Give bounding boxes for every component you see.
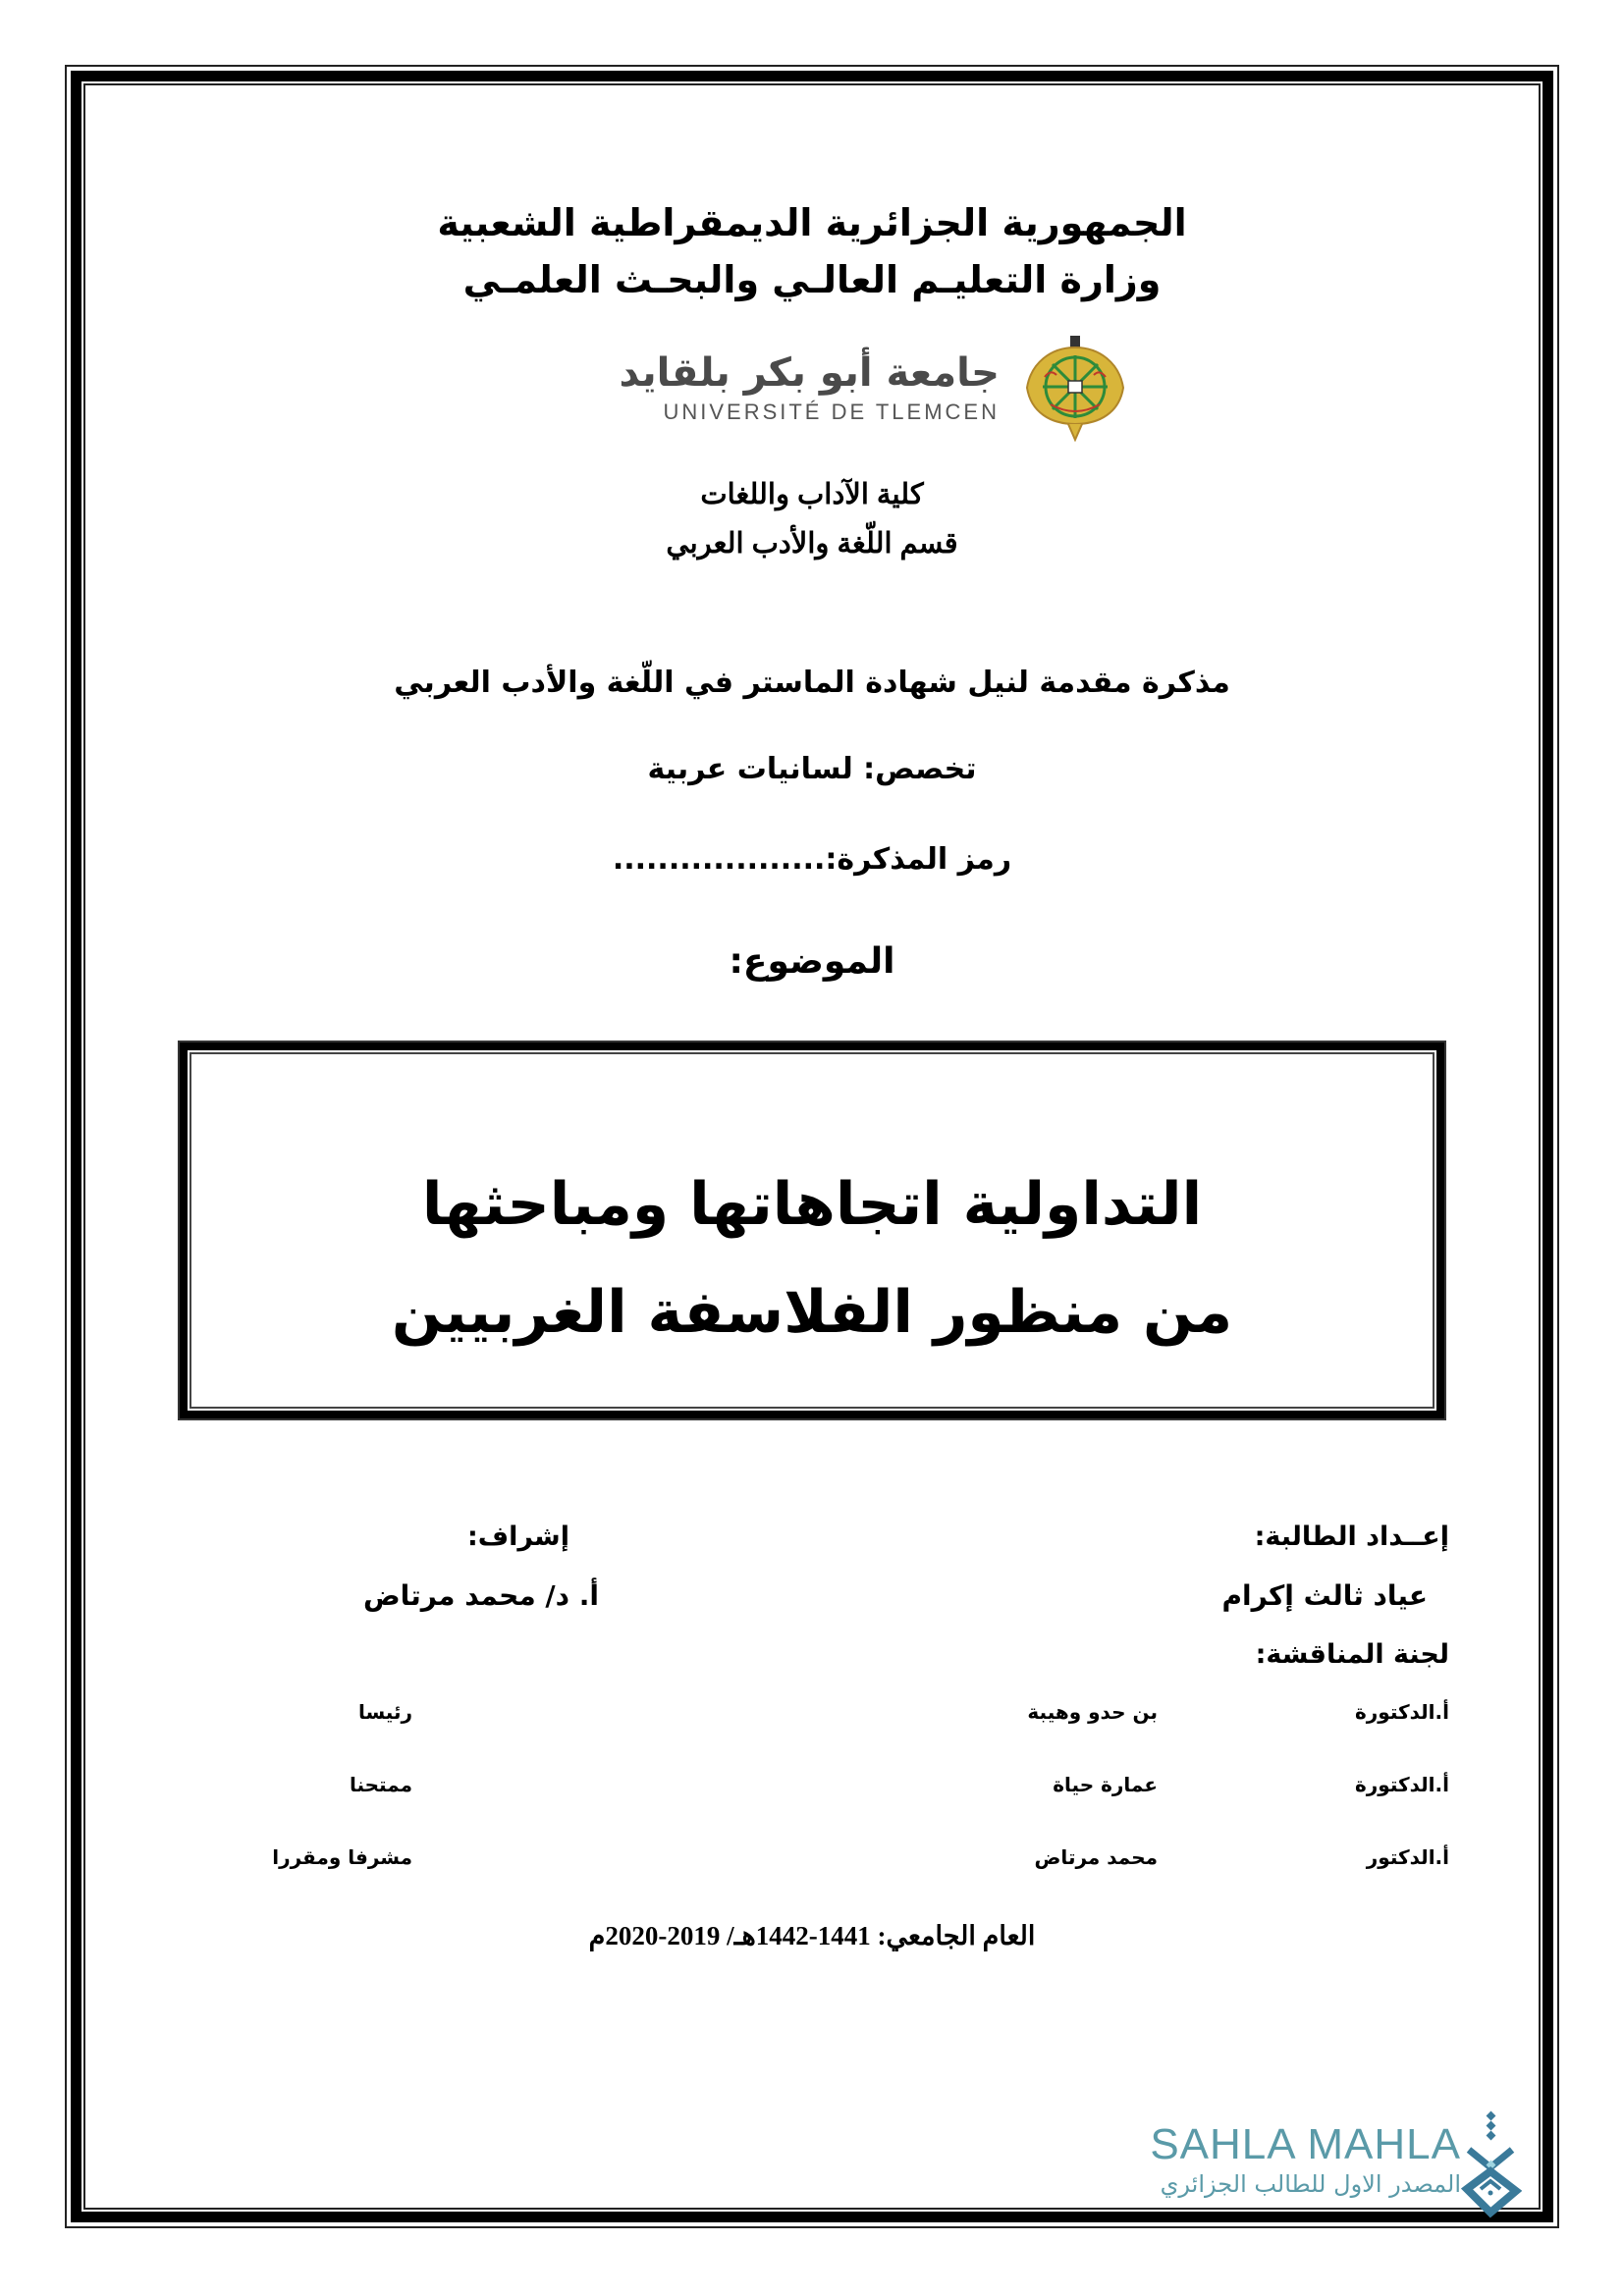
faculty-name: كلية الآداب واللغات	[700, 479, 924, 510]
watermark-arabic-text: المصدر الاول للطالب الجزائري	[1160, 2170, 1461, 2198]
title-box	[178, 1041, 1446, 1420]
department-name: قسم اللّغة والأدب العربي	[666, 528, 958, 560]
watermark-latin-text: SAHLA MAHLA	[1150, 2120, 1461, 2168]
prepared-by-label: إعــداد الطالبة:	[1254, 1522, 1449, 1552]
committee-member-role: رئيسا	[357, 1700, 412, 1724]
student-name: عياد ثالث إكرام	[1221, 1579, 1428, 1612]
committee-member-role: ممتحنا	[349, 1773, 412, 1796]
supervision-label: إشراف:	[466, 1522, 569, 1552]
committee-member-name: محمد مرتاض	[1034, 1845, 1158, 1869]
thesis-title	[180, 1150, 1444, 1366]
thesis-title-line-1: التداولية اتجاهاتها ومباحثها	[421, 1170, 1203, 1239]
memo-code: رمز المذكرة:...................	[612, 842, 1012, 877]
committee-member-title: أ.الدكتورة	[1354, 1700, 1449, 1724]
sahla-mahla-logo-icon	[1461, 2110, 1522, 2218]
supervisor-name: أ. د/ محمد مرتاض	[363, 1579, 599, 1612]
academic-year: العام الجامعي: 1441-1442هـ/ 2019-2020م	[588, 1921, 1036, 1950]
ministry-heading: وزارة التعليـم العالـي والبحـث العلمـي	[462, 258, 1162, 301]
republic-heading: الجمهورية الجزائرية الديمقراطية الشعبية	[437, 201, 1187, 244]
specialization: تخصص: لسانيات عربية	[647, 752, 977, 786]
memo-purpose: مذكرة مقدمة لنيل شهادة الماستر في اللّغة والأدب العربي	[394, 666, 1230, 700]
university-arabic-name: جامعة أبو بكر بلقايد	[619, 350, 1000, 396]
committee-member	[0, 1767, 1624, 1802]
university-logo-text	[538, 349, 1000, 426]
university-logo	[538, 334, 1162, 442]
committee-member-title: أ.الدكتور	[1366, 1845, 1449, 1869]
committee-member	[0, 1840, 1624, 1875]
committee-member-name: عمارة حياة	[1053, 1773, 1158, 1796]
subject-label: الموضوع:	[729, 941, 895, 982]
committee-member-name: بن حدو وهيبة	[1027, 1700, 1158, 1724]
sahla-mahla-watermark	[1090, 2110, 1522, 2218]
university-french-name: UNIVERSITÉ DE TLEMCEN	[663, 400, 1000, 424]
committee-label: لجنة المناقشة:	[1255, 1639, 1449, 1670]
thesis-title-line-2: من منظور الفلاسفة الغربيين	[391, 1278, 1233, 1347]
university-emblem-icon	[1021, 334, 1129, 442]
committee-member-title: أ.الدكتورة	[1354, 1773, 1449, 1796]
committee-member	[0, 1694, 1624, 1730]
committee-member-role: مشرفا ومقررا	[272, 1845, 412, 1869]
